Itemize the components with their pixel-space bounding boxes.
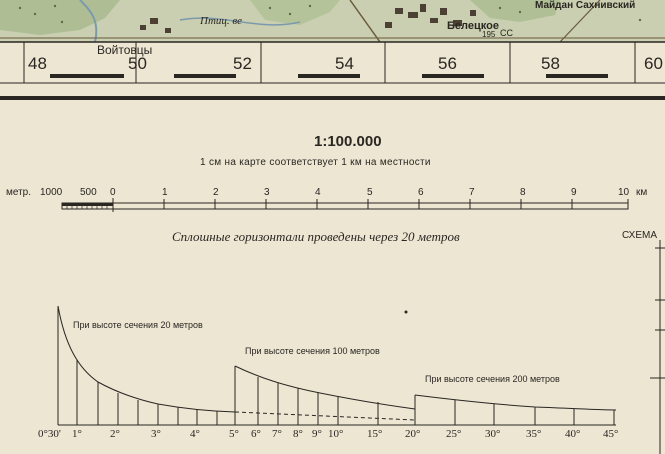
- grid-number: 48: [28, 54, 47, 73]
- angle-label: 6°: [251, 428, 261, 440]
- angle-label: 3°: [151, 428, 161, 440]
- angle-label: 7°: [272, 428, 282, 440]
- place-label: Майдан Сахнивский: [535, 0, 636, 11]
- scale-tick-label: 7: [469, 187, 475, 198]
- scale-tick-label: 500: [80, 187, 97, 198]
- scale-unit-right: км: [636, 187, 648, 198]
- scale-tick-label: 3: [264, 187, 270, 198]
- angle-label: 30°: [485, 428, 501, 440]
- schema-label: СХЕМА: [622, 230, 657, 241]
- grid-number: 56: [438, 54, 457, 73]
- angle-label: 5°: [229, 428, 239, 440]
- place-label: Птиц. ве: [200, 15, 243, 27]
- grid-number: 52: [233, 54, 252, 73]
- section-20-label: При высоте сечения 20 метров: [73, 320, 203, 330]
- grid-number: 58: [541, 54, 560, 73]
- contour-note: Сплошные горизонтали проведены через 20 метров: [172, 229, 460, 244]
- angle-label: 8°: [293, 428, 303, 440]
- scale-statement: 1 см на карте соответствует 1 км на местности: [200, 157, 431, 168]
- angle-label: 9°: [312, 428, 322, 440]
- grid-number: 60: [644, 54, 663, 73]
- angle-label: 1°: [72, 428, 82, 440]
- scale-ratio: 1:100.000: [314, 133, 382, 150]
- grid-number: 54: [335, 54, 354, 73]
- scale-tick-label: 8: [520, 187, 526, 198]
- angle-label: 0°30': [38, 428, 61, 440]
- scale-tick-label: 6: [418, 187, 424, 198]
- angle-label: 10°: [328, 428, 344, 440]
- scale-unit-left: метр.: [6, 187, 32, 198]
- angle-label: 15°: [367, 428, 383, 440]
- angle-label: 40°: [565, 428, 581, 440]
- scale-tick-label: 9: [571, 187, 577, 198]
- angle-label: 45°: [603, 428, 619, 440]
- place-label: СС: [500, 28, 513, 38]
- scale-tick-label: 2: [213, 187, 219, 198]
- elevation-label: 195: [482, 30, 496, 39]
- scale-tick-label: 4: [315, 187, 321, 198]
- angle-label: 25°: [446, 428, 462, 440]
- scale-tick-label: 10: [618, 187, 630, 198]
- scale-tick-label: 1000: [40, 187, 63, 198]
- angle-label: 4°: [190, 428, 200, 440]
- place-label: Белецкое: [447, 20, 499, 32]
- angle-label: 20°: [405, 428, 421, 440]
- scale-tick-label: 0: [110, 187, 116, 198]
- section-200-label: При высоте сечения 200 метров: [425, 374, 560, 384]
- angle-label: 2°: [110, 428, 120, 440]
- scale-tick-label: 1: [162, 187, 168, 198]
- scale-tick-label: 5: [367, 187, 373, 198]
- angle-label: 35°: [526, 428, 542, 440]
- section-100-label: При высоте сечения 100 метров: [245, 346, 380, 356]
- place-label: Войтовцы: [97, 43, 153, 57]
- grid-number: 50: [128, 54, 147, 73]
